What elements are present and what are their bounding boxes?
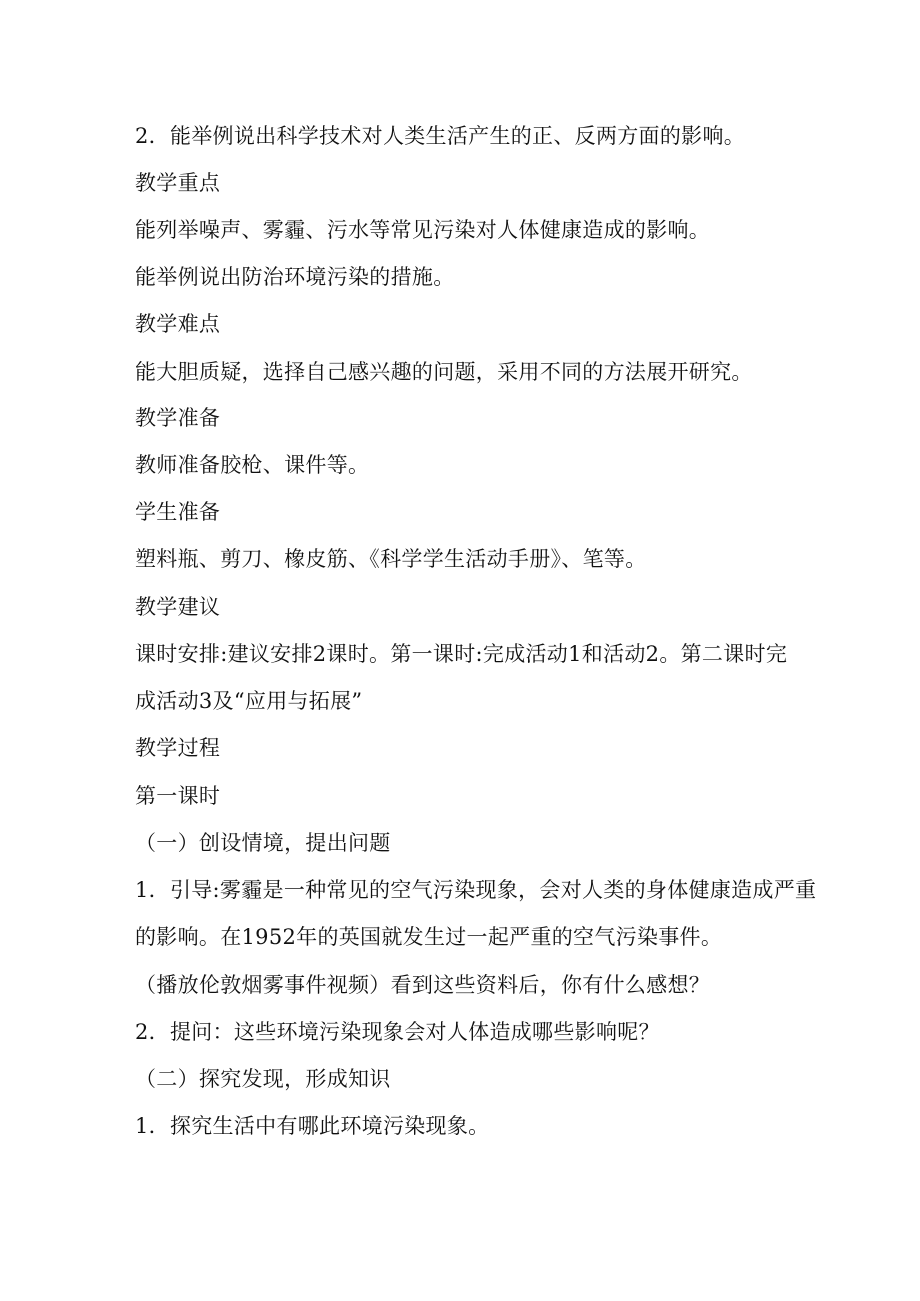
schedule-line-1: 课时安排:建议安排2课时。第一课时:完成活动1和活动2。第二课时完 — [135, 642, 788, 666]
guide-line-2: 的影响。在1952年的英国就发生过一起严重的空气污染事件。 — [135, 925, 723, 949]
video-line: （播放伦敦烟雾事件视频）看到这些资料后，你有什么感想？ — [135, 973, 711, 997]
difficulty-text: 能大胆质疑，选择自己感兴趣的问题，采用不同的方法展开研究。 — [135, 360, 753, 384]
heading-preparation: 教学准备 — [135, 406, 221, 430]
question-line: 2．提问：这些环境污染现象会对人体造成哪些影响呢？ — [135, 1020, 660, 1044]
guide-line-1: 1．引导:雾霾是一种常见的空气污染现象，会对人类的身体健康造成严重 — [135, 878, 817, 902]
section-2-title: （二）探究发现，形成知识 — [135, 1067, 391, 1091]
section-1-title: （一）创设情境，提出问题 — [135, 831, 391, 855]
schedule-line-2: 成活动3及“应用与拓展” — [135, 689, 363, 713]
heading-suggestions: 教学建议 — [135, 595, 221, 619]
heading-process: 教学过程 — [135, 736, 221, 760]
heading-student-preparation: 学生准备 — [135, 500, 221, 524]
heading-key-points: 教学重点 — [135, 171, 221, 195]
student-preparation: 塑料瓶、剪刀、橡皮筋、《科学学生活动手册》、笔等。 — [135, 547, 647, 571]
teacher-preparation: 教师准备胶枪、课件等。 — [135, 453, 370, 477]
first-lesson: 第一课时 — [135, 784, 221, 808]
heading-difficulties: 教学难点 — [135, 312, 221, 336]
objective-2: 2．能举例说出科学技术对人类生活产生的正、反两方面的影响。 — [135, 124, 746, 148]
explore-line: 1．探究生活中有哪此环境污染现象。 — [135, 1114, 490, 1138]
key-point-2: 能举例说出防治环境污染的措施。 — [135, 265, 455, 289]
key-point-1: 能列举噪声、雾霾、污水等常见污染对人体健康造成的影响。 — [135, 218, 711, 242]
